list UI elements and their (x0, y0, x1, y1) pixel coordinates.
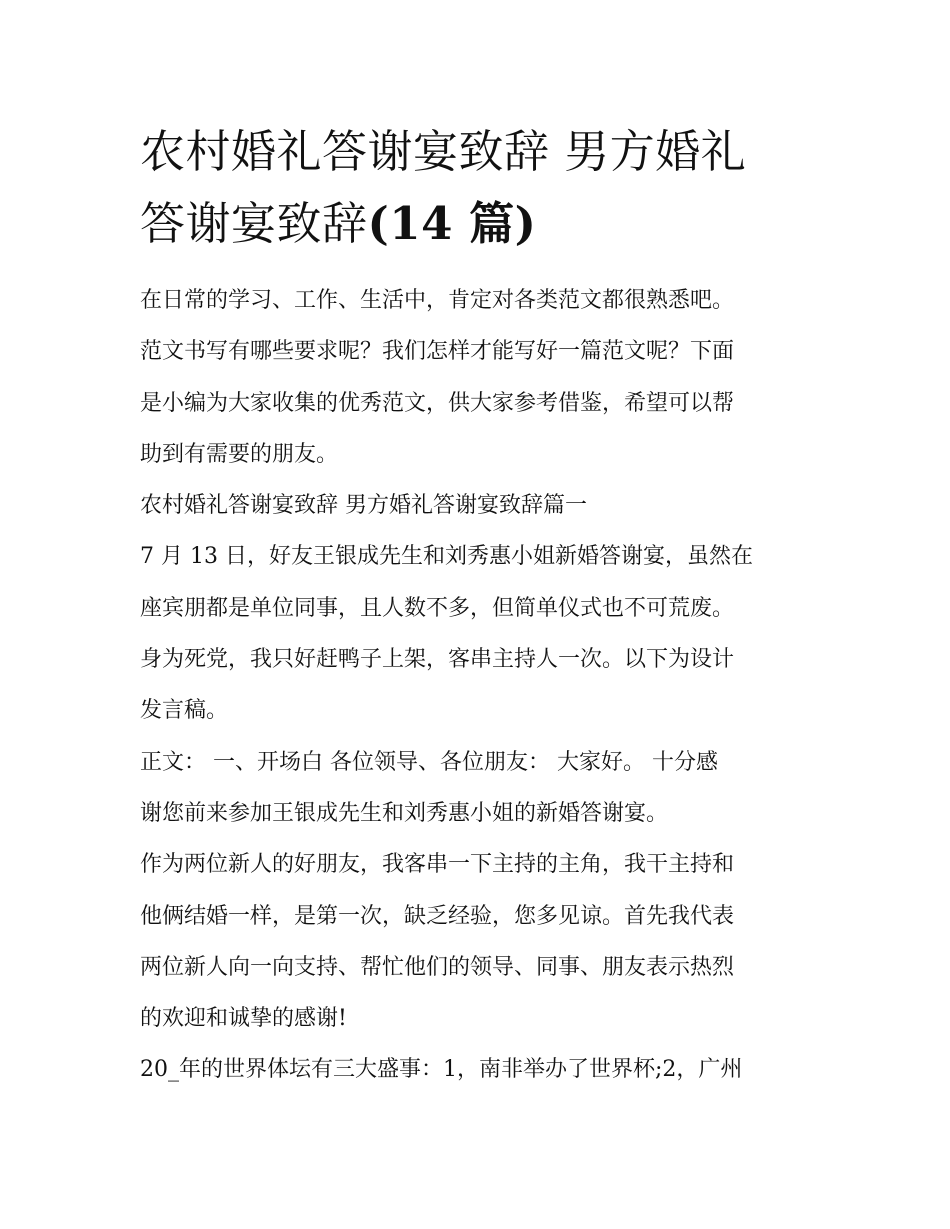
document-body (140, 275, 820, 1096)
document-title (140, 116, 830, 260)
body-line: 作为两位新人的好朋友，我客串一下主持的主角，我干主持和 (140, 852, 735, 878)
title-article-count: (14 篇) (367, 197, 537, 250)
body-line: 正文： 一、开场白 各位领导、各位朋友： 大家好。 十分感 (140, 749, 718, 775)
body-line: 在日常的学习、工作、生活中，肯定对各类范文都很熟悉吧。 (140, 288, 735, 313)
body-line: 范文书写有哪些要求呢？我们怎样才能写好一篇范文呢？下面 (140, 339, 735, 365)
body-line: 助到有需要的朋友。 (140, 441, 339, 467)
body-line: 20_年的世界体坛有三大盛事：1，南非举办了世界杯;2，广州 (140, 1057, 743, 1083)
body-line: 身为死党，我只好赶鸭子上架，客串主持人一次。以下为设计 (140, 647, 735, 673)
body-line: 是小编为大家收集的优秀范文，供大家参考借鉴，希望可以帮 (140, 390, 735, 416)
body-line: 发言稿。 (140, 698, 229, 724)
section-heading: 农村婚礼答谢宴致辞 男方婚礼答谢宴致辞篇一 (140, 493, 587, 519)
body-line: 的欢迎和诚挚的感谢! (140, 1006, 347, 1032)
body-line: 两位新人向一向支持、帮忙他们的领导、同事、朋友表示热烈 (140, 954, 735, 980)
title-line-1: 农村婚礼答谢宴致辞 男方婚礼 (140, 125, 747, 178)
body-line: 谢您前来参加王银成先生和刘秀惠小姐的新婚答谢宴。 (140, 800, 669, 826)
title-line-2: 答谢宴致辞 (140, 197, 368, 250)
body-line: 他俩结婚一样，是第一次，缺乏经验，您多见谅。首先我代表 (140, 903, 735, 929)
body-line: 7 月 13 日，好友王银成先生和刘秀惠小姐新婚答谢宴，虽然在 (140, 544, 753, 570)
body-line: 座宾朋都是单位同事，且人数不多，但简单仪式也不可荒废。 (140, 595, 735, 621)
